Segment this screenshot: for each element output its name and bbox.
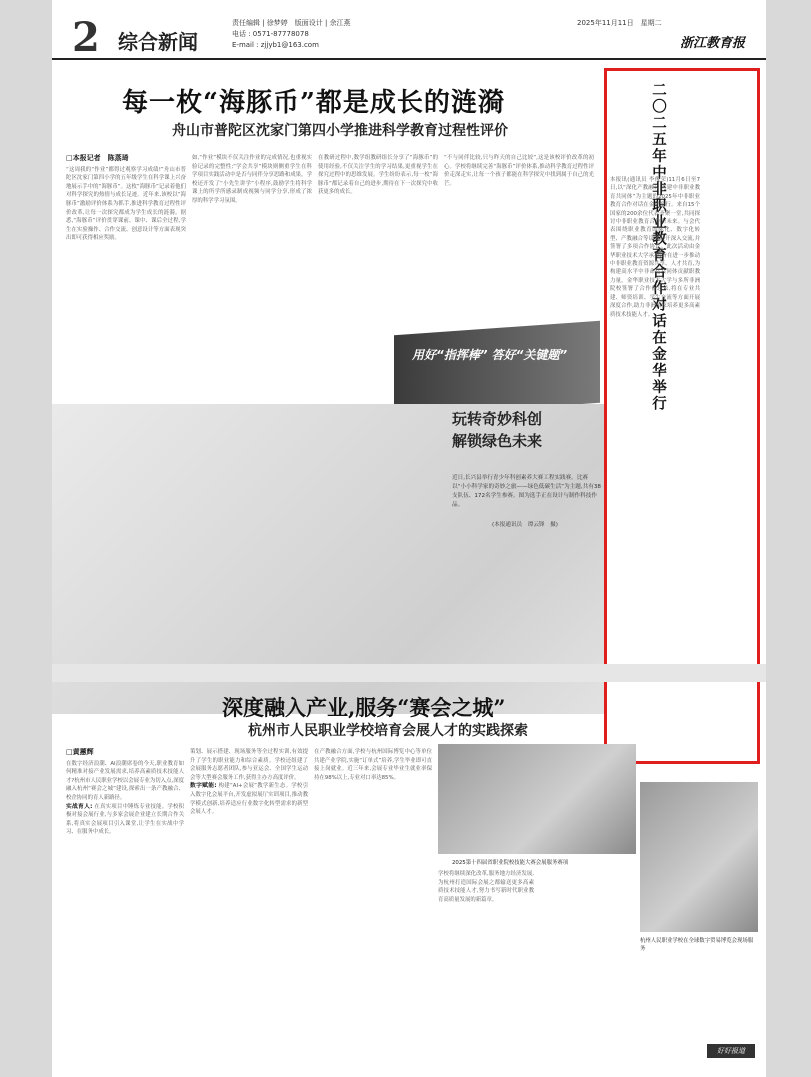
article3-col2: [190, 748, 308, 1066]
slogan-banner: [394, 321, 600, 417]
section-divider: [52, 664, 766, 682]
highlight-box: [604, 68, 760, 764]
article1-col2: 如,“作业”模块不仅关注作业的完成情况,也重视实验记录的完整性;“学会共享”模块则侧重学生在科学项目实践活动中是否与同伴分享思路和成果。学校还开发了“小先生讲学”小程序,鼓励学生将科学课上的所学所感录制成视频与同学分享,形成了浓厚的科学学习氛围。: [192, 155, 312, 204]
article3-col4: 学校将继续深化改革,服务地方经济发展,为杭州打造国际会展之都输送更多高素质技术技能人才,努力书写新时代职业教育高质量发展的新篇章。: [438, 871, 534, 903]
photo2-caption: 杭州人民职业学校在全球数字贸易博览会现场服务: [640, 938, 754, 952]
section-title: 综合新闻: [118, 30, 198, 54]
article2-title-line2: 解锁绿色未来: [452, 432, 543, 450]
article2-title-line1: 玩转奇妙科创: [452, 410, 543, 428]
article3-headline: 深度融入产业,服务“赛会之城”: [222, 695, 506, 720]
article3-subhead1: 实战育人:: [66, 803, 93, 810]
article3-col2b-text: 构建“AI+会展”教学新生态。学校引入数字化会展平台,开发虚拟展厅实训项目,推动教学模式创新,培养适应行业数字化转型需求的新型会展人才。: [190, 783, 308, 816]
article1-col1-text: “这周我的“作业”都得过观察学习成绩!”舟山市普陀区沈家门第四小学的五年级学生在科学课上兴奋地展示手中的“海豚币”。这枚“海豚币”记录着他们对科学探究的热情与成长足迹。近年来,该校以“海豚币”激励评价体系为抓手,推进科学教育过程性评价改革,让每一次探究都成为学生成长的涟漪。据悉,“海豚币”评价贯穿课前、课中、课后全过程,学生在实验操作、合作交流、创意设计等方面表现突出即可获得相应奖励。: [66, 166, 186, 242]
article2-source: (本报通讯员 谭云锋 摄): [492, 522, 558, 528]
article3-col1b-text: 在真实项目中锤炼专业技能。学校积极对接会展行业,与多家会展企业建立长期合作关系,将真实会展项目引入课堂,让学生在实战中学习、在服务中成长。: [66, 803, 184, 836]
issue-date: 2025年11月11日 星期二: [577, 19, 662, 27]
sidebar-text: 本报讯(通讯员 李俊荣)11月6日至7日,以“深化产教融合 共建中非职业教育共同体”为主题的2025年中非职业教育合作对话在金华举行。来自15个国家的200余位代表齐聚一堂,共同探讨中非职业教育合作新未来。与会代表围绕职业教育国际化、数字化转型、产教融合等议题展开深入交流,并签署了多项合作协议。此次活动由金华职业技术大学承办,旨在进一步推动中非职业教育资源共享、人才共育,为构建高水平中非命运共同体贡献职教力量。金华职业技术大学与多所非洲院校签署了合作备忘录,将在专业共建、师资培训、学生交流等方面开展深度合作,助力非洲国家培养更多高素质技术技能人才。: [610, 177, 700, 318]
article1-col4: “不与同伴比较,只与昨天的自己比较”,这是该校评价改革的初心。学校将继续完善“海豚币”评价体系,推动科学教育过程性评价走深走实,让每一个孩子都能在科学探究中找到属于自己的光芒。: [444, 155, 594, 187]
photo1-caption: 2025第十四届省职业院校技能大赛会展服务赛项: [452, 860, 569, 866]
editor-line: 责任编辑 | 徐梦婷 版面设计 | 余江燕: [232, 19, 351, 27]
award-photo: [438, 744, 636, 854]
article3-col3: 在产教融合方面,学校与杭州国际博览中心等单位共建产业学院,实施“订单式”培养,学生毕业即可直接上岗就业。近三年来,会展专业毕业生就业率保持在98%以上,专业对口率达85%。: [314, 749, 432, 781]
article3-byline: □黄蕙辉: [66, 748, 94, 756]
article3-subhead2: 数字赋能:: [190, 783, 217, 790]
article3-subtitle: 杭州市人民职业学校培育会展人才的实践探索: [248, 723, 528, 739]
article1-col1: [66, 154, 186, 400]
phone-line: 电话 : 0571-87778078: [232, 30, 309, 38]
newspaper-page: [52, 0, 766, 1077]
article2-caption: 近日,长兴县举行青少年科创素养大赛工程实践赛。比赛以“小小科学家的奇妙之旅——绿色低碳生活”为主题,共有38支队伍、172名学生参赛。图为选手正在设计与制作科技作品。: [452, 475, 601, 508]
email-line: E-mail : zjjyb1@163.com: [232, 41, 319, 49]
article1-headline: 每一枚“海豚币”都是成长的涟漪: [122, 88, 505, 118]
article3-col1: [66, 748, 184, 1066]
masthead: [52, 6, 766, 60]
paper-logo: 浙江教育报: [680, 36, 746, 51]
editor-info: [232, 18, 351, 51]
slogan-text: 用好“指挥棒” 答好“关键题”: [412, 348, 568, 362]
expo-photo: [640, 782, 758, 932]
article1-subtitle: 舟山市普陀区沈家门第四小学推进科学教育过程性评价: [172, 123, 508, 139]
article1-col3: 在教研过程中,数学组教研组长分享了“海豚币”的使用经验,不仅关注学生的学习结果,更重视学生在探究过程中的思维发展。学生纷纷表示,每一枚“海豚币”都记录着自己的进步,期待在下一次探究中收获更多的成长。: [318, 155, 438, 196]
article3-col2-text: 策划、展示搭建、现场服务等全过程实训,有效提升了学生的职业能力和综合素质。学校还组建了会展服务志愿者团队,参与亚运会、全国学生运动会等大型赛会服务工作,获得主办方高度评价。: [190, 749, 308, 781]
sidebar-title: 二〇二五年中非职业教育合作对话在金华举行: [650, 82, 667, 412]
page-number: 2: [72, 14, 100, 61]
footer-badge: 好好报道: [707, 1044, 755, 1058]
article1-byline: □本报记者 陈蒸琦: [66, 154, 129, 162]
article3-col1-text: 在数字经济浪潮、AI浪潮席卷的今天,职业教育如何精准对接产业发展需求,培养高素质技术技能人才?杭州市人民职业学校以会展专业为切入点,深度融入杭州“赛会之城”建设,探索出一条产教融合、校企协同的育人新路径。: [66, 760, 184, 801]
